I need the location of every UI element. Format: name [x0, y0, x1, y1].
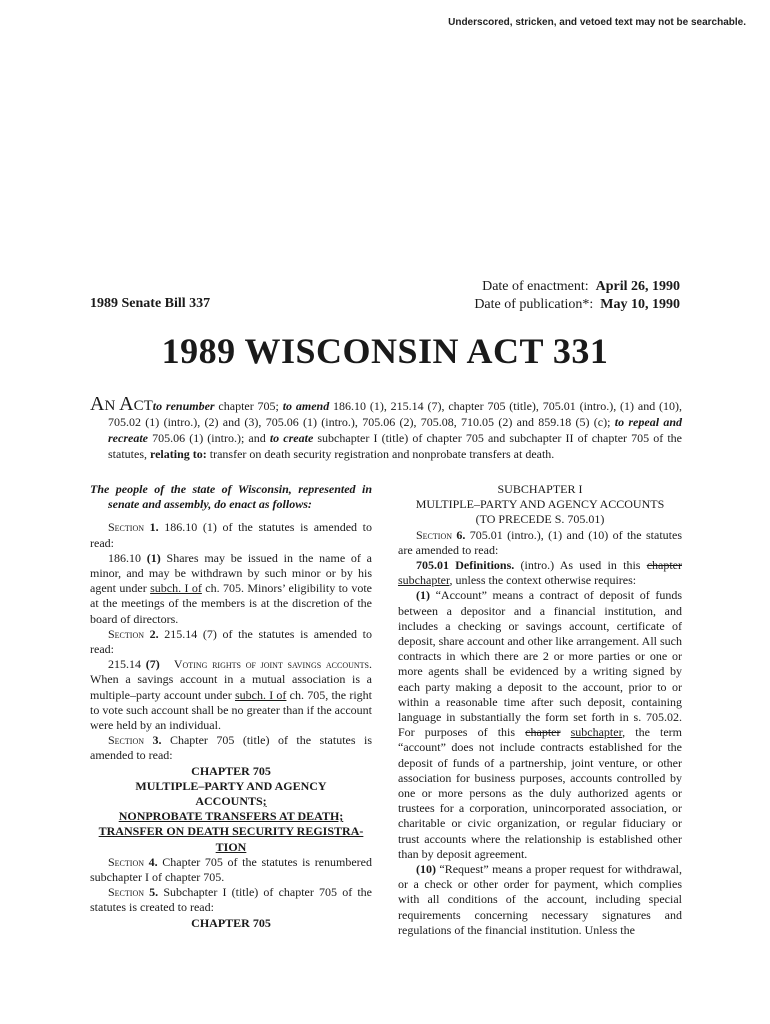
subchapter-title: MULTIPLE–PARTY AND AGENCY ACCOUNTS — [415, 497, 665, 512]
section-3: Section 3. Chapter 705 (title) of the statutes is amended to read: — [90, 733, 373, 763]
section-1-text: 186.10 (1) Shares may be issued in the name of a minor, and may be withdrawn by such minor or by his agent under subch. I of ch. 705. Minors’ eligibility to vote at the meetings of the members is at the discretion of the board of directors. — [90, 550, 373, 626]
publication-date: Date of publication*: May 10, 1990 — [474, 297, 680, 312]
definition-account: (1) “Account” means a contract of deposit of funds between a depositor and a financial institution, and includes a checking or savings account, certificate of deposit, share account and other like arrangement. All such contracts in which there are 2 or more parties or one or more agents shall be evidenced by a writing signed by each party making a deposit to the account, prior to or within a reasonable time after such deposit, containing language in substantially the form set forth in s. 705.02. For purposes of this chapter subchapter, the term “account” does not include contracts established for the deposit of funds of a partnership, joint venture, or other association for business purposes, accounts controlled by one or more persons as the duly authorized agents or trustees for a corporation, unincorporated association, or charitable or civic organization, or regular fiduciary or trust accounts where the relationship is established other than by deposit agreement. — [398, 588, 683, 861]
section-5: Section 5. Subchapter I (title) of chapter 705 of the statutes is created to read: — [90, 885, 373, 915]
definition-request: (10) “Request” means a proper request for withdrawal, or a check or other order for payment, which complies with all conditions of the account, including special requirements concerning necessary signatures and regulations of the financial institution. Unless the — [398, 862, 682, 937]
chapter-title-line-5: TION — [215, 839, 247, 854]
dates-block — [474, 278, 680, 314]
chapter-title-line-1: MULTIPLE–PARTY AND AGENCY — [135, 778, 327, 793]
section-6: Section 6. 705.01 (intro.), (1) and (10) of the statutes are amended to read: — [398, 527, 682, 557]
section-2-text: 215.14 (7) Voting rights of joint savings accounts. When a savings account in a mutual association is a multiple–party account under subch. I of ch. 705, the right to vote such account shall be no greater than if the account were held by an individual. — [90, 657, 373, 733]
section-2: Section 2. 215.14 (7) of the statutes is amended to read: — [90, 626, 373, 657]
enactment-date: Date of enactment: April 26, 1990 — [482, 279, 680, 294]
definitions-intro: 705.01 Definitions. (intro.) As used in this chapter subchapter, unless the context otherwise requires: — [398, 558, 682, 588]
act-title: 1989 WISCONSIN ACT 331 — [161, 331, 609, 371]
left-column — [90, 482, 372, 931]
bill-number: 1989 Senate Bill 337 — [90, 296, 211, 311]
act-intro: AN ACTto renumber chapter 705; to amend 186.10 (1), 215.14 (7), chapter 705 (title), 705.01 (intro.), (1) and (10), 705.02 (1) (intro.), (2) and (3), 705.06 (1) (intro.), 705.06 (2), 705.08, 710.05 (2) and 859.18 (5) (c); to repeal and recreate 705.06 (1) (intro.); and to create subchapter I (title) of chapter 705 and subchapter II of chapter 705 of the statutes, relating to: transfer on death security registration and nonprobate transfers at death. — [90, 393, 683, 461]
searchability-notice: Underscored, stricken, and vetoed text may not be searchable. — [448, 17, 746, 28]
section-4: Section 4. Chapter 705 of the statutes is renumbered subchapter I of chapter 705. — [90, 854, 373, 885]
subchapter-heading: SUBCHAPTER I — [497, 482, 583, 496]
section-1: Section 1. 186.10 (1) of the statutes is amended to read: — [90, 520, 373, 550]
enacting-clause: The people of the state of Wisconsin, represented in senate and assembly, do enact as follows: — [90, 482, 372, 512]
chapter-title-line-2: ACCOUNTS; — [195, 794, 267, 809]
right-column — [398, 482, 682, 938]
chapter-title-line-3: NONPROBATE TRANSFERS AT DEATH; — [118, 809, 344, 824]
chapter-title-line-4: TRANSFER ON DEATH SECURITY REGISTRA- — [98, 824, 364, 839]
chapter-heading: CHAPTER 705 — [191, 763, 271, 778]
subchapter-precede: (TO PRECEDE S. 705.01) — [475, 512, 605, 527]
chapter-heading-2: CHAPTER 705 — [191, 915, 271, 930]
